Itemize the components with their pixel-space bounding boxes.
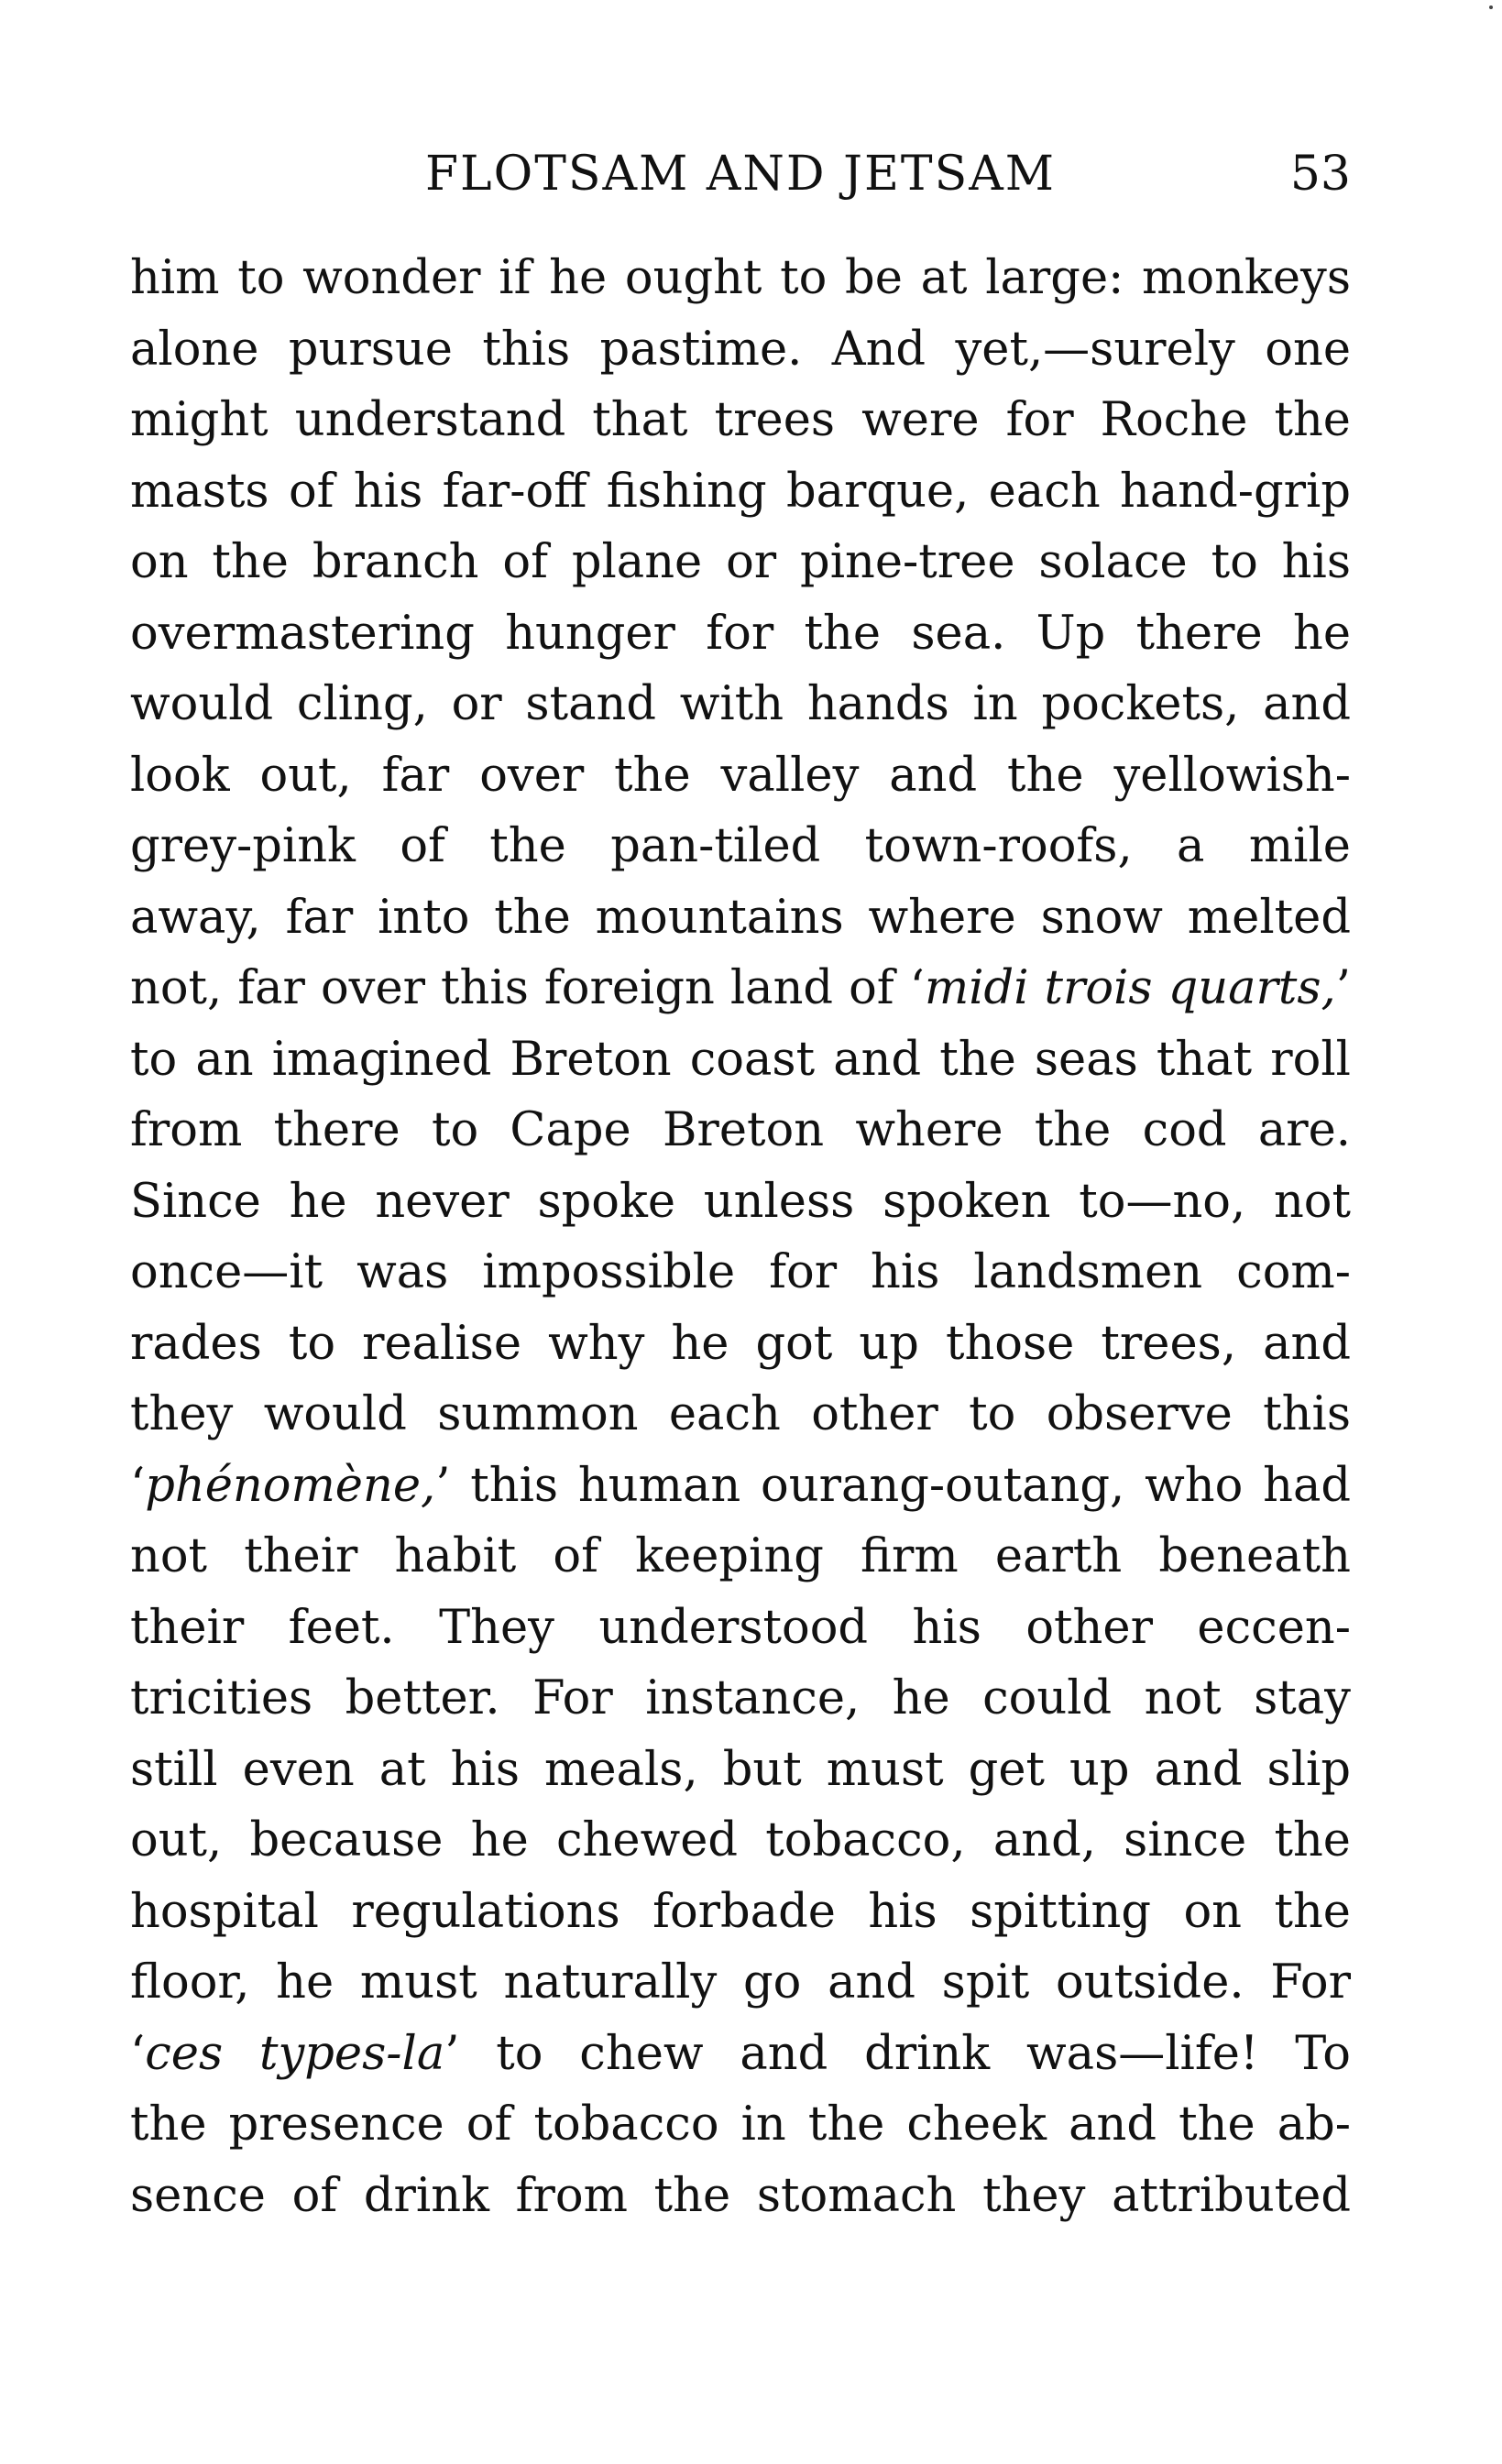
text-line: overmastering hunger for the sea. Up there he bbox=[130, 606, 1351, 661]
text-line: from there to Cape Breton where the cod are. bbox=[130, 1103, 1351, 1157]
text-line: on the branch of plane or pine-tree solace to his bbox=[130, 535, 1351, 589]
text-line: rades to realise why he got up those trees, and bbox=[130, 1316, 1351, 1371]
text-line: would cling, or stand with hands in pockets, and bbox=[130, 677, 1351, 731]
text-line: once—it was impossible for his landsmen com- bbox=[130, 1245, 1351, 1299]
scan-speck bbox=[1489, 5, 1493, 9]
running-head bbox=[130, 137, 1351, 211]
text-line: still even at his meals, but must get up and slip bbox=[130, 1742, 1351, 1797]
body-text bbox=[130, 243, 1351, 2231]
text-line: the presence of tobacco in the cheek and the ab- bbox=[130, 2097, 1351, 2152]
text-line: masts of his far-off fishing barque, each hand-grip bbox=[130, 464, 1351, 519]
text-line: look out, far over the valley and the yellowish- bbox=[130, 748, 1351, 803]
text-line: away, far into the mountains where snow melted bbox=[130, 890, 1351, 945]
text-line: grey-pink of the pan-tiled town-roofs, a mile bbox=[130, 819, 1351, 873]
text-line: sence of drink from the stomach they attributed bbox=[130, 2168, 1351, 2223]
text-line: not, far over this foreign land of ‘midi trois quarts,’ bbox=[130, 961, 1351, 1015]
text-line: Since he never spoke unless spoken to—no, not bbox=[130, 1174, 1351, 1229]
text-line: alone pursue this pastime. And yet,—surely one bbox=[130, 322, 1351, 377]
text-line: they would summon each other to observe this bbox=[130, 1387, 1351, 1441]
page-number: 53 bbox=[1289, 147, 1351, 202]
text-line: ‘ces types-la’ to chew and drink was—life! To bbox=[130, 2026, 1352, 2081]
text-line: floor, he must naturally go and spit outside. For bbox=[130, 1955, 1351, 2010]
text-line: ‘phénomène,’ this human ourang-outang, who had bbox=[130, 1458, 1351, 1513]
text-line: their feet. They understood his other eccen- bbox=[130, 1600, 1351, 1655]
text-line: might understand that trees were for Roche the bbox=[130, 393, 1351, 447]
text-line: out, because he chewed tobacco, and, since the bbox=[130, 1813, 1351, 1867]
text-line: to an imagined Breton coast and the seas that roll bbox=[130, 1032, 1351, 1087]
running-title: FLOTSAM AND JETSAM bbox=[424, 147, 1057, 202]
text-line: him to wonder if he ought to be at large: monkeys bbox=[130, 251, 1351, 305]
text-line: not their habit of keeping firm earth beneath bbox=[130, 1529, 1351, 1583]
text-line: tricities better. For instance, he could not stay bbox=[130, 1671, 1351, 1725]
text-line: hospital regulations forbade his spitting on the bbox=[130, 1884, 1351, 1939]
